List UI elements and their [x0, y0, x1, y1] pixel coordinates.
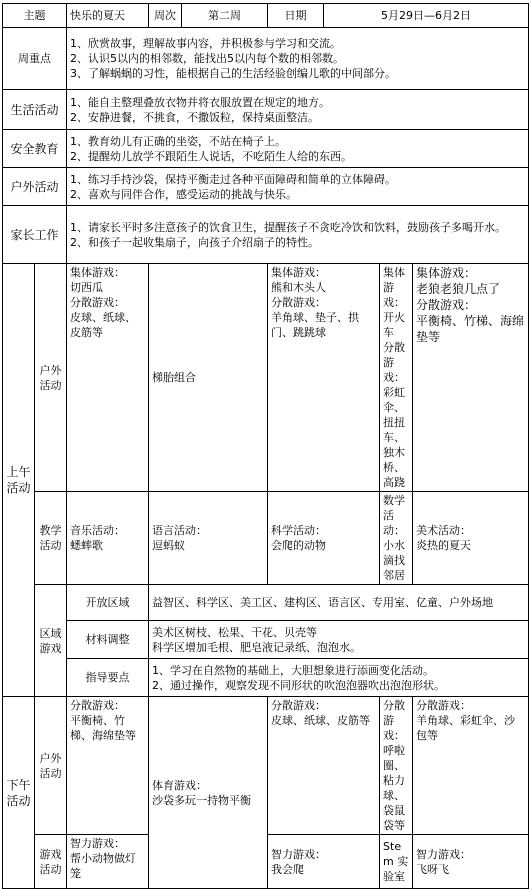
life-content — [67, 90, 529, 130]
date-value: 5月29日—6月2日 — [324, 4, 529, 28]
safety-line: 1、教育幼儿有正确的坐姿，不站在椅子上。 — [70, 134, 286, 148]
area-materials-line: 科学区增加毛根、肥皂液记录纸、泡泡水。 — [152, 640, 362, 654]
morning-teaching-day: 音乐活动： 蟋蟀歌 — [67, 492, 149, 585]
afternoon-games-day: 智力游戏： 帮小动物做灯笼 — [67, 835, 149, 889]
area-materials-content — [149, 621, 529, 659]
afternoon-games-day: 智力游戏： 我会爬 — [268, 835, 380, 889]
parents-row — [3, 206, 529, 264]
parents-line: 2、和孩子一起收集扇子，向孩子介绍扇子的特性。 — [70, 235, 319, 249]
weekly-focus-line: 3、了解蜗蜗的习性，能根据自己的生活经验创编儿歌的中间部分。 — [70, 67, 396, 80]
afternoon-outdoor-label: 户外活动 — [35, 697, 67, 835]
weekly-focus-content — [67, 28, 529, 90]
area-open-label: 开放区域 — [67, 585, 149, 621]
morning-teaching-day: 数学活动： 小水滴找邻居 — [380, 492, 413, 585]
area-label: 区域游戏 — [35, 585, 67, 697]
morning-outdoor-day: 集体游戏： 开火车 分散游戏： 彩虹伞、扭扭车、独木桥、高跷 — [380, 264, 413, 492]
afternoon-outdoor-day: 分散游戏： 羊角球、彩虹伞、沙包等 — [413, 697, 529, 835]
afternoon-outdoor-day: 分散游戏： 平衡椅、竹梯、海绵垫等 — [67, 697, 149, 835]
theme-label: 主题 — [3, 4, 67, 28]
life-row — [3, 90, 529, 130]
safety-content — [67, 130, 529, 168]
afternoon-outdoor-day: 分散游戏： 呼啦圈、粘力球、袋鼠袋等 — [380, 697, 413, 835]
morning-outdoor-day: 集体游戏： 熊和木头人 分散游戏： 羊角球、垫子、拱门、跳跳球 — [268, 264, 380, 492]
afternoon-games-day: Stem 实验室 — [380, 835, 413, 889]
week-label: 周次 — [149, 4, 182, 28]
morning-teaching-row — [3, 492, 529, 585]
morning-teaching-day: 语言活动： 逗蚂蚁 — [149, 492, 268, 585]
parents-line: 1、请家长平时多注意孩子的饮食卫生，提醒孩子不贪吃冷饮和饮料，鼓励孩子多喝开水。 — [70, 220, 506, 234]
area-guidance-line: 2、通过操作，观察发现不同形状的吹泡泡器吹出泡泡形状。 — [152, 678, 446, 692]
morning-outdoor-day: 集体游戏： 老狼老狼几点了 分散游戏： 平衡椅、竹梯、海绵垫等 — [413, 264, 529, 492]
week-value: 第二周 — [182, 4, 268, 28]
outdoor-week-content — [67, 168, 529, 206]
morning-teaching-day: 美术活动： 炎热的夏天 — [413, 492, 529, 585]
morning-outdoor-day: 梯胎组合 — [149, 264, 268, 492]
morning-label: 上午活动 — [3, 264, 35, 697]
area-guidance-label: 指导要点 — [67, 659, 149, 697]
outdoor-week-row — [3, 168, 529, 206]
morning-teaching-label: 教学活动 — [35, 492, 67, 585]
outdoor-week-label: 户外活动 — [3, 168, 67, 206]
morning-outdoor-day: 集体游戏： 切西瓜 分散游戏： 皮球、纸球、皮筋等 — [67, 264, 149, 492]
life-label: 生活活动 — [3, 90, 67, 130]
area-open-value: 益智区、科学区、美工区、建构区、语言区、专用室、亿童、户外场地 — [149, 585, 529, 621]
parents-content — [67, 206, 529, 264]
weekly-focus-line: 2、认识5以内的相邻数，能找出5以内每个数的相邻数。 — [70, 52, 344, 65]
safety-label: 安全教育 — [3, 130, 67, 168]
area-materials-label: 材料调整 — [67, 621, 149, 659]
life-line: 2、安静进餐，不挑食，不撒饭粒，保持桌面整洁。 — [70, 110, 319, 124]
outdoor-week-line: 2、喜欢与同伴合作，感受运动的挑战与快乐。 — [70, 187, 297, 201]
parents-label: 家长工作 — [3, 206, 67, 264]
area-materials-row — [3, 621, 529, 659]
area-guidance-line: 1、学习在自然物的基础上，大胆想象进行添画变化活动。 — [152, 663, 435, 677]
date-label: 日期 — [268, 4, 324, 28]
area-guidance-content — [149, 659, 529, 697]
theme-value: 快乐的夏天 — [67, 4, 149, 28]
weekly-focus-label: 周重点 — [3, 28, 67, 90]
life-line: 1、能自主整理叠放衣物并将衣服放置在规定的地方。 — [70, 95, 330, 109]
afternoon-games-day: 智力游戏： 飞呀飞 — [413, 835, 529, 889]
area-materials-line: 美术区树枝、松果、干花、贝壳等 — [152, 625, 318, 639]
afternoon-outdoor-day: 分散游戏： 皮球、纸球、皮筋等 — [268, 697, 380, 835]
area-guidance-row — [3, 659, 529, 697]
afternoon-outdoor-row — [3, 697, 529, 835]
afternoon-games-label: 游戏活动 — [35, 835, 67, 889]
header-row — [3, 4, 529, 28]
area-open-row — [3, 585, 529, 621]
safety-line: 2、提醒幼儿放学不跟陌生人说话，不吃陌生人给的东西。 — [70, 149, 352, 163]
weekly-plan-table — [2, 3, 529, 889]
morning-outdoor-label: 户外活动 — [35, 264, 67, 492]
safety-row — [3, 130, 529, 168]
weekly-focus-row — [3, 28, 529, 90]
outdoor-week-line: 1、练习手持沙袋，保持平衡走过各种平面障碍和简单的立体障碍。 — [70, 172, 396, 186]
afternoon-label: 下午活动 — [3, 697, 35, 889]
morning-outdoor-row — [3, 264, 529, 492]
afternoon-outdoor-day: 体育游戏： 沙袋多玩一持物平衡 — [149, 697, 268, 889]
morning-teaching-day: 科学活动： 会爬的动物 — [268, 492, 380, 585]
weekly-focus-line: 1、欣赏故事，理解故事内容，并积极参与学习和交流。 — [70, 37, 341, 50]
